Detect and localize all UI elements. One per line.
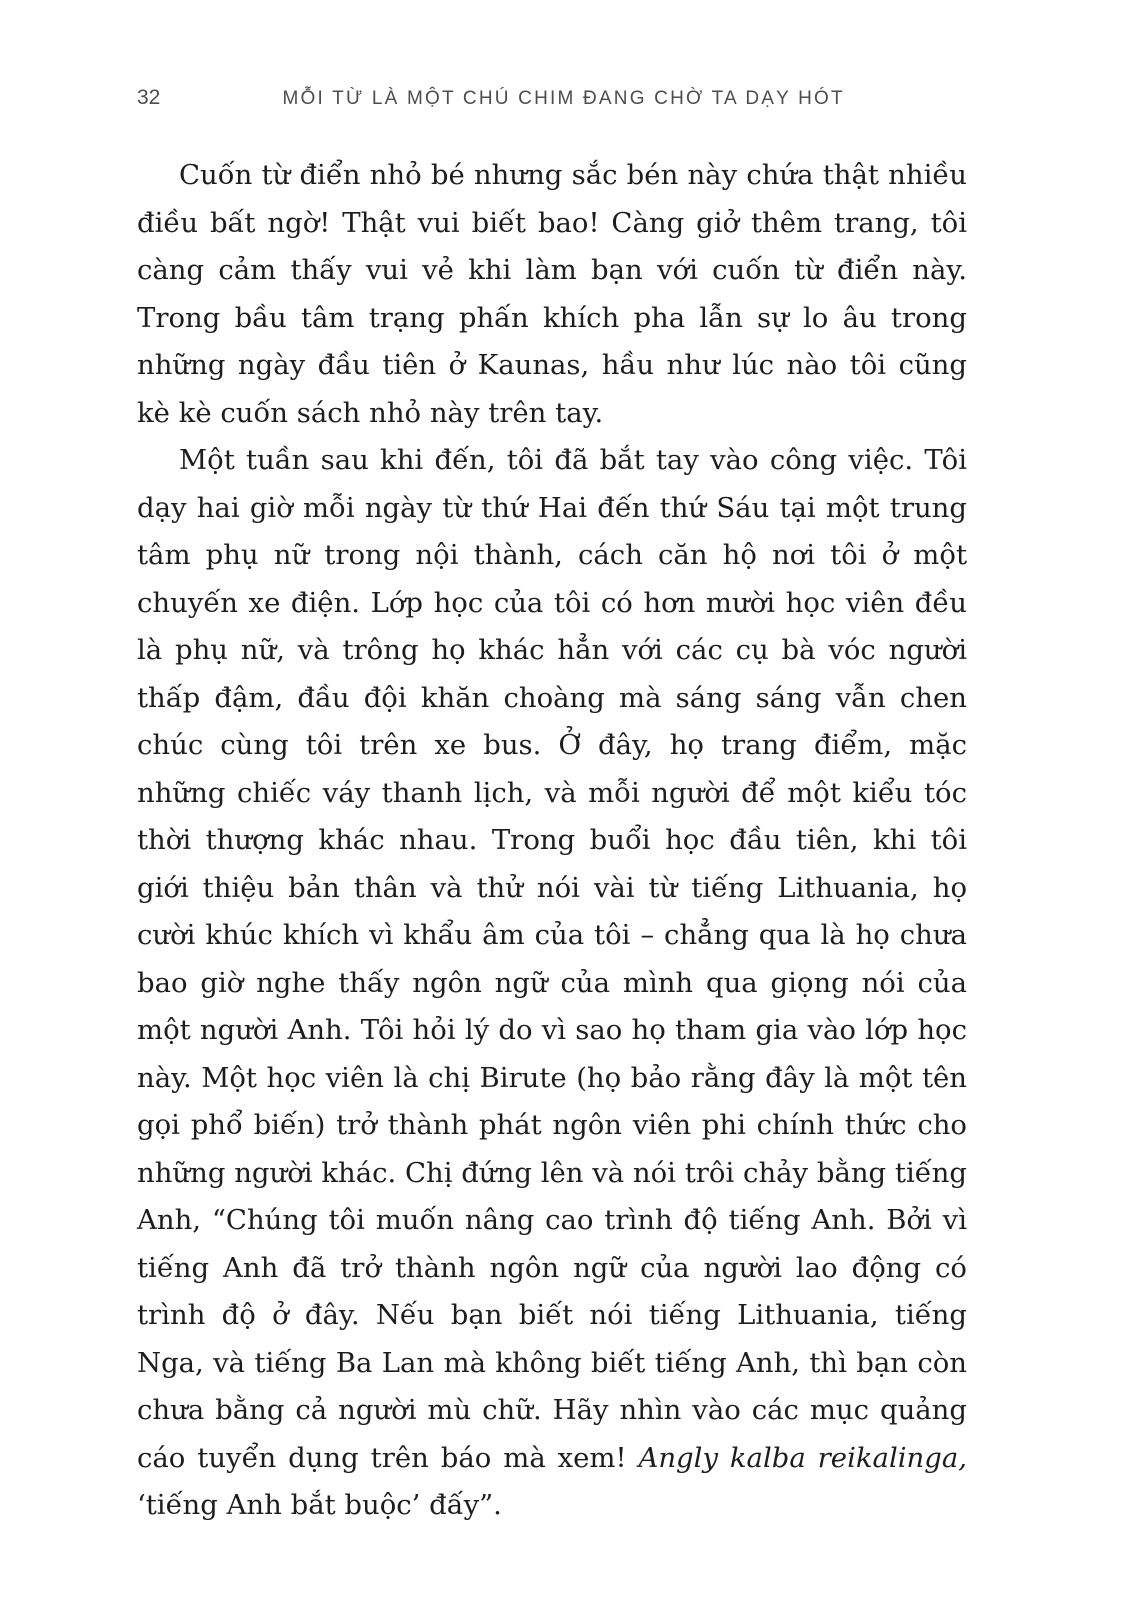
- paragraph-2-text-before: Một tuần sau khi đến, tôi đã bắt tay vào công việc. Tôi dạy hai giờ mỗi ngày từ thứ Hai đến thứ Sáu tại một trung tâm phụ nữ trong nội thành, cách căn hộ nơi tôi ở một chuyến xe điện. Lớp học của tôi có hơn mười học viên đều là phụ nữ, và trông họ khác hẳn với các cụ bà vóc người thấp đậm, đầu đội khăn choàng mà sáng sáng vẫn chen chúc cùng tôi trên xe bus. Ở đây, họ trang điểm, mặc những chiếc váy thanh lịch, và mỗi người để một kiểu tóc thời thượng khác nhau. Trong buổi học đầu tiên, khi tôi giới thiệu bản thân và thử nói vài từ tiếng Lithuania, họ cười khúc khích vì khẩu âm của tôi – chẳng qua là họ chưa bao giờ nghe thấy ngôn ngữ của mình qua giọng nói của một người Anh. Tôi hỏi lý do vì sao họ tham gia vào lớp học này. Một học viên là chị Birute (họ bảo rằng đây là một tên gọi phổ biến) trở thành phát ngôn viên phi chính thức cho những người khác. Chị đứng lên và nói trôi chảy bằng tiếng Anh, “Chúng tôi muốn nâng cao trình độ tiếng Anh. Bởi vì tiếng Anh đã trở thành ngôn ngữ của người lao động có trình độ ở đây. Nếu bạn biết nói tiếng Lithuania, tiếng Nga, và tiếng Ba Lan mà không biết tiếng Anh, thì bạn còn chưa bằng cả người mù chữ. Hãy nhìn vào các mục quảng cáo tuyển dụng trên báo mà xem!: [137, 444, 967, 1474]
- paragraph-1: Cuốn từ điển nhỏ bé nhưng sắc bén này chứa thật nhiều điều bất ngờ! Thật vui biết bao! Càng giở thêm trang, tôi càng cảm thấy vui vẻ khi làm bạn với cuốn từ điển này. Trong bầu tâm trạng phấn khích pha lẫn sự lo âu trong những ngày đầu tiên ở Kaunas, hầu như lúc nào tôi cũng kè kè cuốn sách nhỏ này trên tay.: [137, 159, 967, 429]
- running-title: MỖI TỪ LÀ MỘT CHÚ CHIM ĐANG CHỜ TA DẠY HÓT: [282, 88, 845, 109]
- page-number: 32: [137, 86, 161, 109]
- paragraph-2-text-after: ‘tiếng Anh bắt buộc’ đấy”.: [137, 1489, 502, 1521]
- paragraph-2: [137, 437, 967, 1530]
- page-header: [137, 86, 967, 110]
- italic-phrase: Angly kalba reikalinga,: [638, 1441, 967, 1474]
- body-text: [137, 152, 967, 1530]
